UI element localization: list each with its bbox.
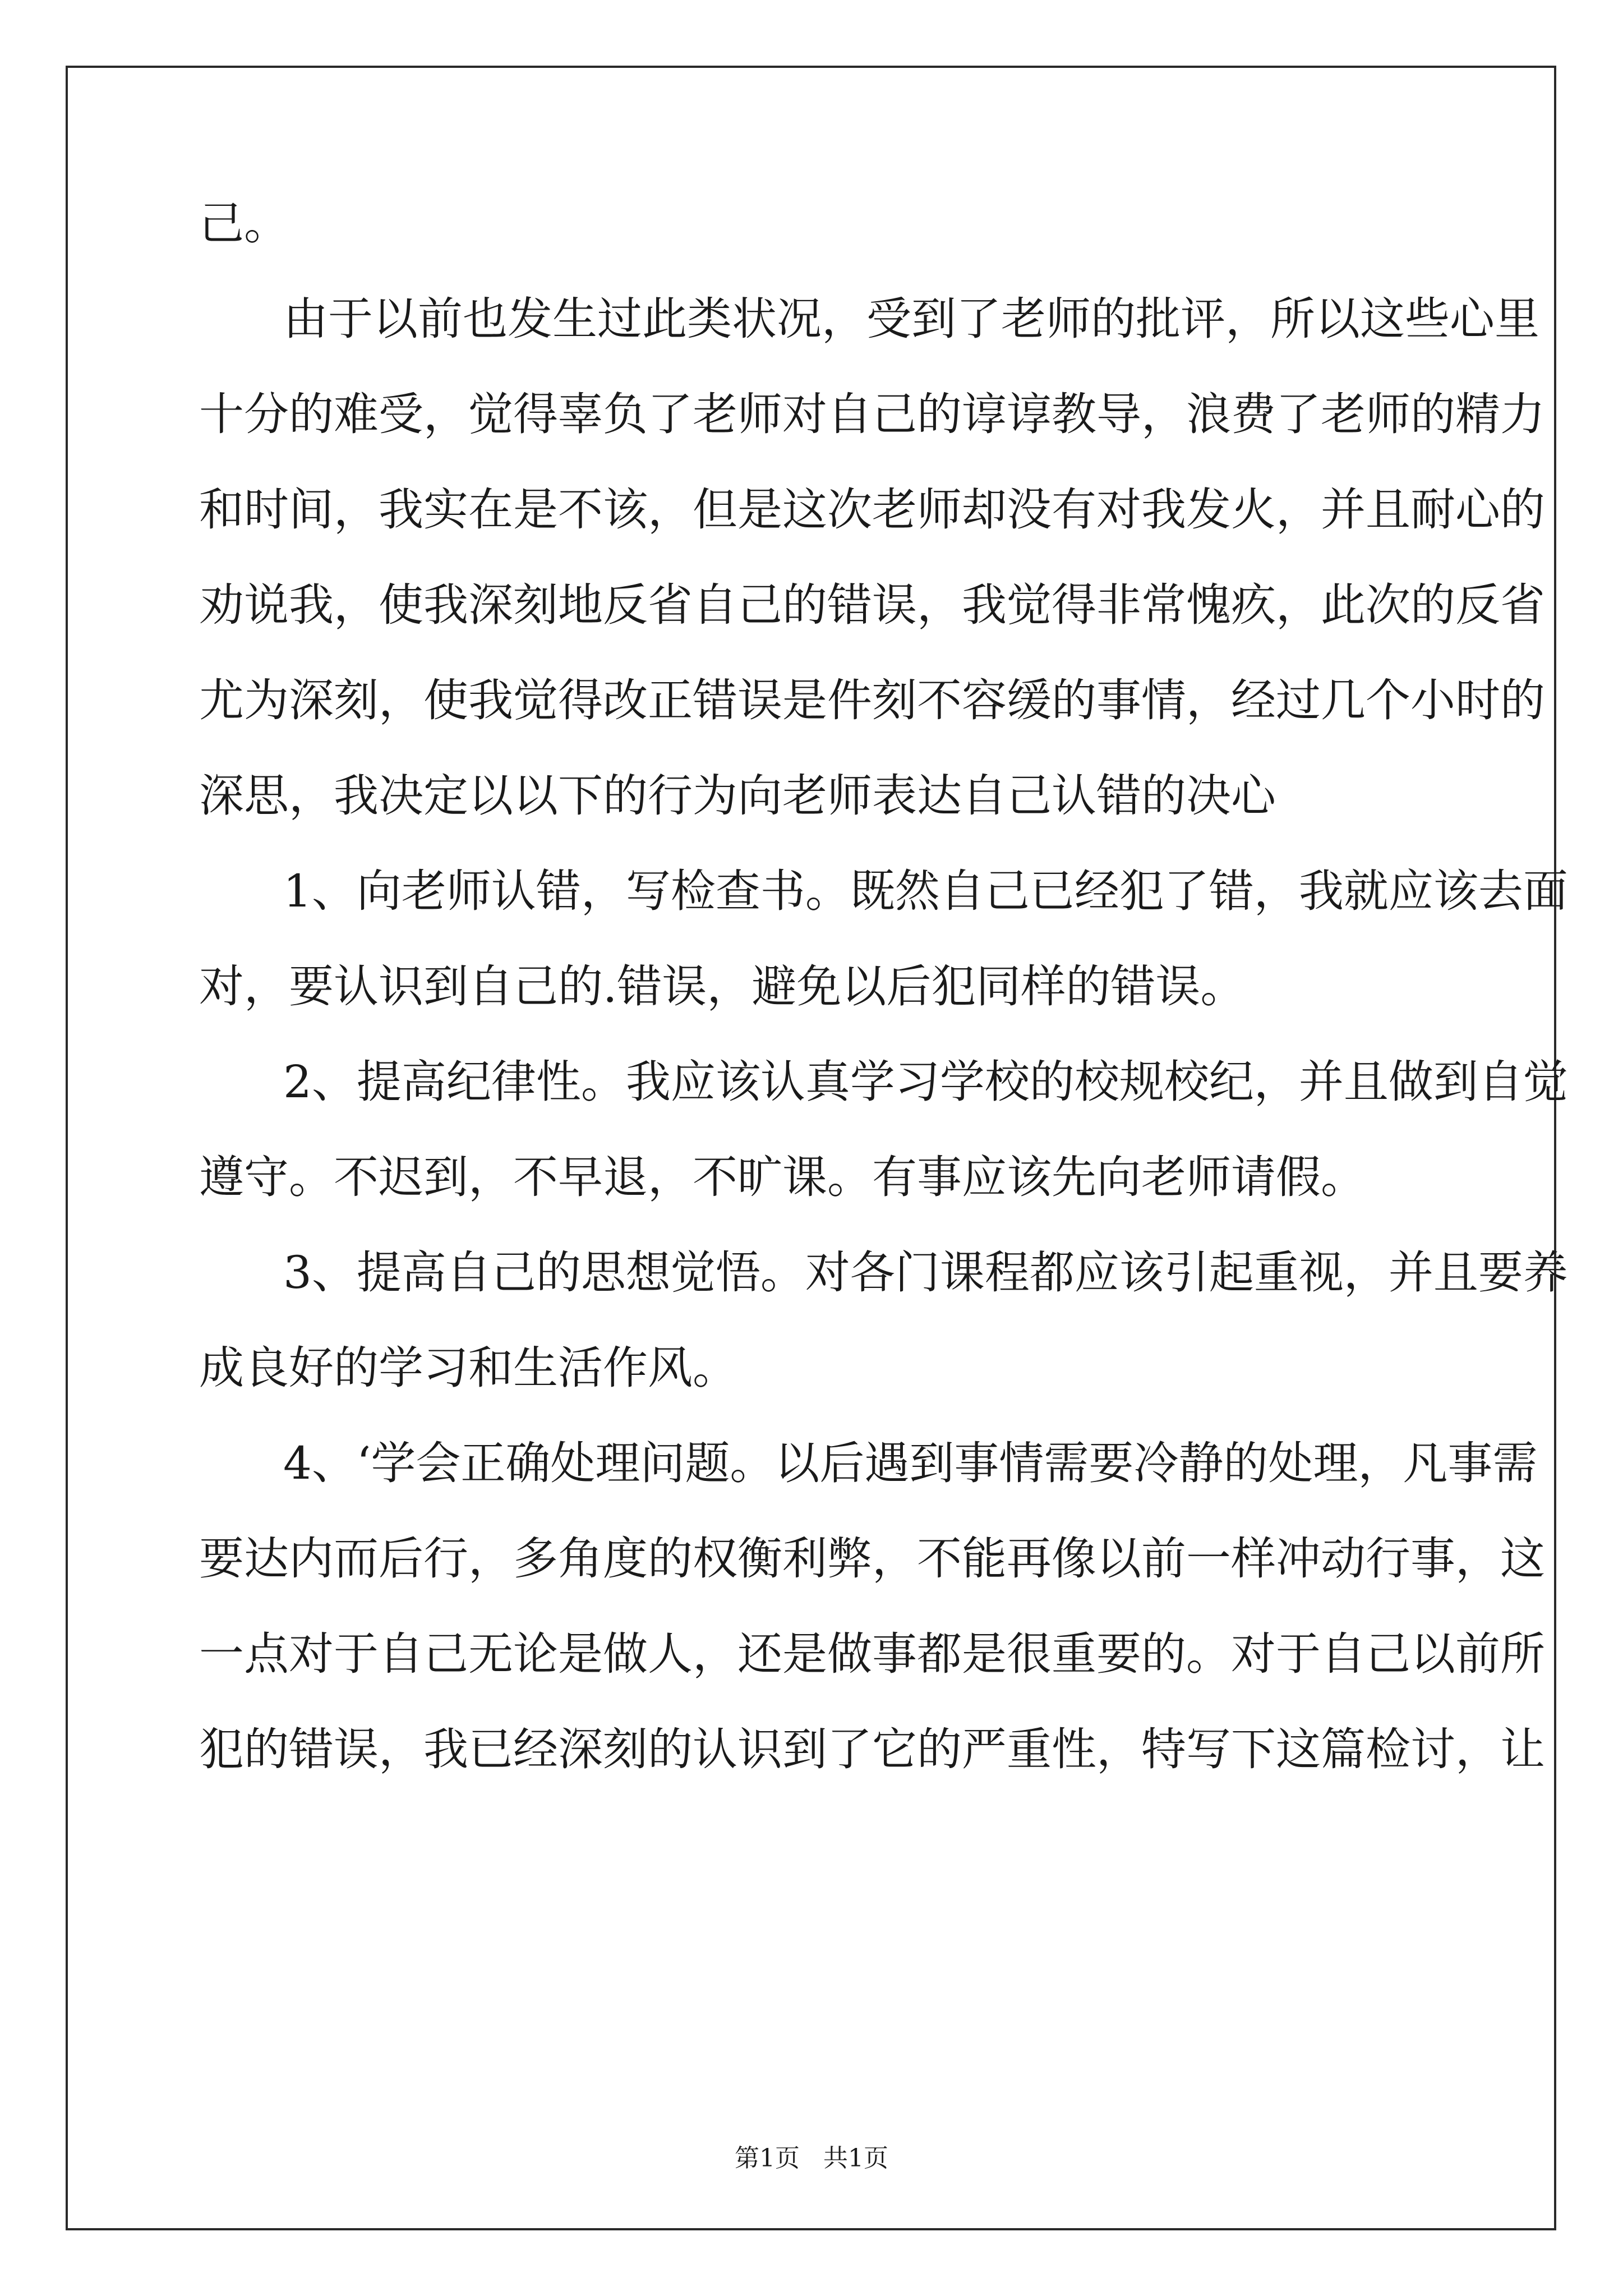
list-item-4-first-line: 4、‘学会正确处理问题。以后遇到事情需要冷静的处理，凡事需 <box>283 1437 1538 1489</box>
text-line: 犯的错误，我已经深刻的认识到了它的严重性，特写下这篇检讨，让 <box>199 1723 1545 1775</box>
page-footer <box>0 2142 1623 2175</box>
text-line: 深思，我决定以以下的行为向老师表达自己认错的决心 <box>199 770 1276 822</box>
text-line: 一点对于自己无论是做人，还是做事都是很重要的。对于自己以前所 <box>199 1628 1545 1680</box>
page-total: 共1页 <box>823 2144 888 2173</box>
text-line: 和时间，我实在是不该，但是这次老师却没有对我发火，并且耐心的 <box>199 484 1545 536</box>
list-item-3-first-line: 3、提高自己的思想觉悟。对各门课程都应该引起重视，并且要养 <box>283 1246 1568 1299</box>
text-line: 十分的难受，觉得辜负了老师对自己的谆谆教导，浪费了老师的精力 <box>199 388 1545 440</box>
text-line: 遵守。不迟到，不早退，不旷课。有事应该先向老师请假。 <box>199 1151 1366 1203</box>
text-line: 成良好的学习和生活作风。 <box>199 1342 737 1394</box>
text-line: 对，要认识到自己的.错误，避免以后犯同样的错误。 <box>199 960 1246 1013</box>
text-line: 要达内而后行，多角度的权衡利弊，不能再像以前一样冲动行事，这 <box>199 1533 1545 1585</box>
list-item-2-first-line: 2、提高纪律性。我应该认真学习学校的校规校纪，并且做到自觉 <box>283 1056 1568 1108</box>
text-line: 尤为深刻，使我觉得改正错误是件刻不容缓的事情，经过几个小时的 <box>199 674 1545 726</box>
paragraph-first-line: 由于以前也发生过此类状况，受到了老师的批评，所以这些心里 <box>283 293 1539 345</box>
page-number: 第1页 <box>735 2144 800 2173</box>
list-item-1-first-line: 1、向老师认错，写检查书。既然自己已经犯了错，我就应该去面 <box>283 865 1568 917</box>
text-line: 劝说我，使我深刻地反省自己的错误，我觉得非常愧疚，此次的反省 <box>199 579 1545 631</box>
text-line: 己。 <box>199 197 289 250</box>
